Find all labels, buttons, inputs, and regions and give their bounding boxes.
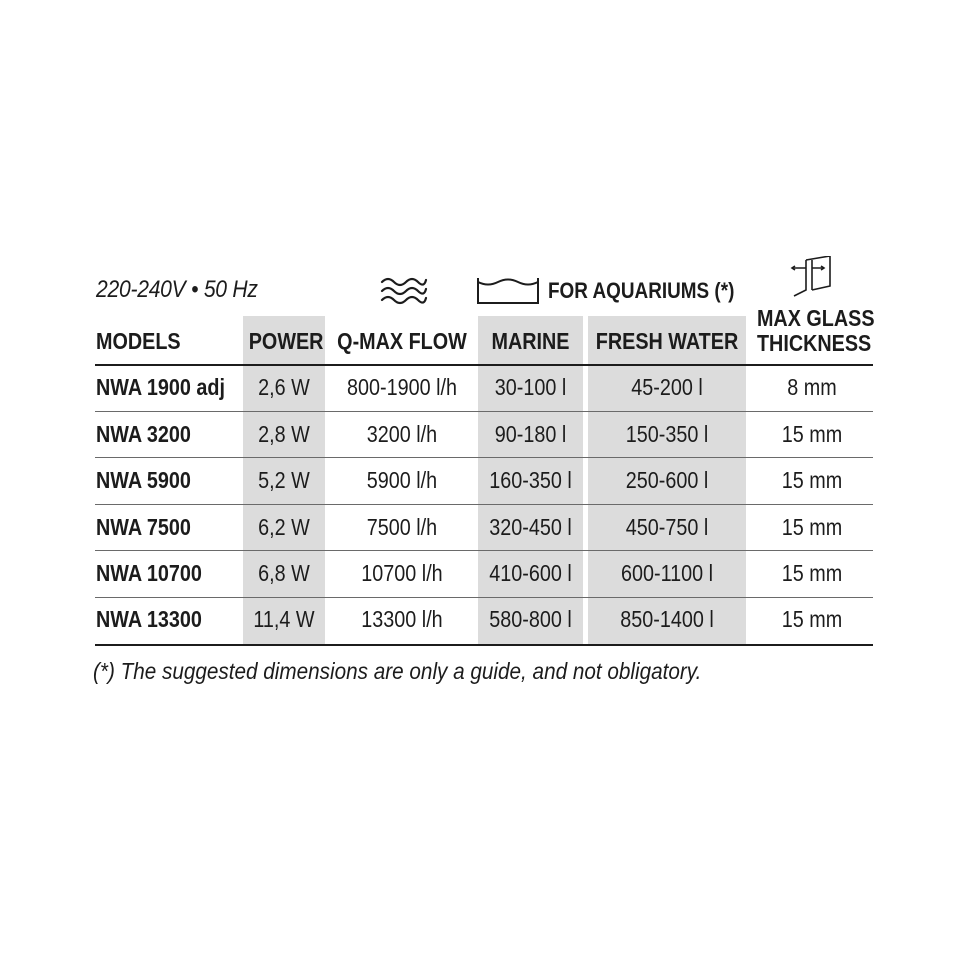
- row-1-glass: 8 mm: [787, 374, 837, 400]
- glass-header-line-1: MAX GLASS: [756, 305, 875, 331]
- row-1-power: 2,6 W: [258, 374, 310, 400]
- column-header-power: POWER: [248, 328, 324, 354]
- row-1-model: NWA 1900 adj: [96, 374, 225, 400]
- row-divider: [95, 597, 873, 598]
- row-5-marine: 410-600 l: [489, 560, 572, 586]
- row-6-flow: 13300 l/h: [361, 606, 443, 632]
- row-5-flow: 10700 l/h: [361, 560, 443, 586]
- aquarium-tank-icon: [476, 276, 540, 306]
- row-3-model: NWA 5900: [96, 467, 191, 493]
- row-2-flow: 3200 l/h: [366, 421, 438, 447]
- for-aquariums-heading: FOR AQUARIUMS (*): [548, 278, 735, 303]
- row-divider: [95, 550, 873, 551]
- glass-thickness-icon: [790, 256, 834, 298]
- row-5-power: 6,8 W: [258, 560, 310, 586]
- water-flow-icon: [380, 275, 428, 307]
- row-5-model: NWA 10700: [96, 560, 202, 586]
- table-bottom-rule: [95, 644, 873, 646]
- row-6-power: 11,4 W: [253, 606, 315, 632]
- row-divider: [95, 504, 873, 505]
- row-divider: [95, 411, 873, 412]
- row-6-fresh: 850-1400 l: [620, 606, 714, 632]
- row-3-glass: 15 mm: [781, 467, 843, 493]
- row-divider: [95, 457, 873, 458]
- row-4-power: 6,2 W: [258, 514, 310, 540]
- row-1-marine: 30-100 l: [494, 374, 567, 400]
- row-6-model: NWA 13300: [96, 606, 202, 632]
- voltage-label: 220-240V • 50 Hz: [96, 276, 258, 303]
- row-2-marine: 90-180 l: [494, 421, 567, 447]
- footnote: (*) The suggested dimensions are only a guide, and not obligatory.: [93, 658, 702, 684]
- row-4-marine: 320-450 l: [489, 514, 572, 540]
- row-6-glass: 15 mm: [781, 606, 843, 632]
- row-1-flow: 800-1900 l/h: [347, 374, 457, 400]
- column-header-qmax-flow: Q-MAX FLOW: [337, 328, 467, 354]
- row-3-marine: 160-350 l: [489, 467, 572, 493]
- row-4-flow: 7500 l/h: [366, 514, 438, 540]
- row-4-fresh: 450-750 l: [625, 514, 709, 540]
- row-3-fresh: 250-600 l: [625, 467, 709, 493]
- row-1-fresh: 45-200 l: [631, 374, 703, 400]
- row-5-glass: 15 mm: [781, 560, 843, 586]
- row-3-power: 5,2 W: [258, 467, 310, 493]
- column-header-max-glass-thickness: [756, 305, 875, 356]
- row-2-fresh: 150-350 l: [625, 421, 709, 447]
- row-4-glass: 15 mm: [781, 514, 843, 540]
- row-2-model: NWA 3200: [96, 421, 191, 447]
- row-5-fresh: 600-1100 l: [620, 560, 714, 586]
- column-header-models: MODELS: [96, 328, 181, 354]
- column-header-marine: MARINE: [491, 328, 570, 354]
- row-2-power: 2,8 W: [258, 421, 310, 447]
- row-4-model: NWA 7500: [96, 514, 191, 540]
- column-header-fresh-water: FRESH WATER: [595, 328, 739, 354]
- glass-header-line-2: THICKNESS: [756, 330, 872, 356]
- row-2-glass: 15 mm: [781, 421, 843, 447]
- row-6-marine: 580-800 l: [489, 606, 572, 632]
- row-3-flow: 5900 l/h: [366, 467, 438, 493]
- header-rule: [95, 364, 873, 366]
